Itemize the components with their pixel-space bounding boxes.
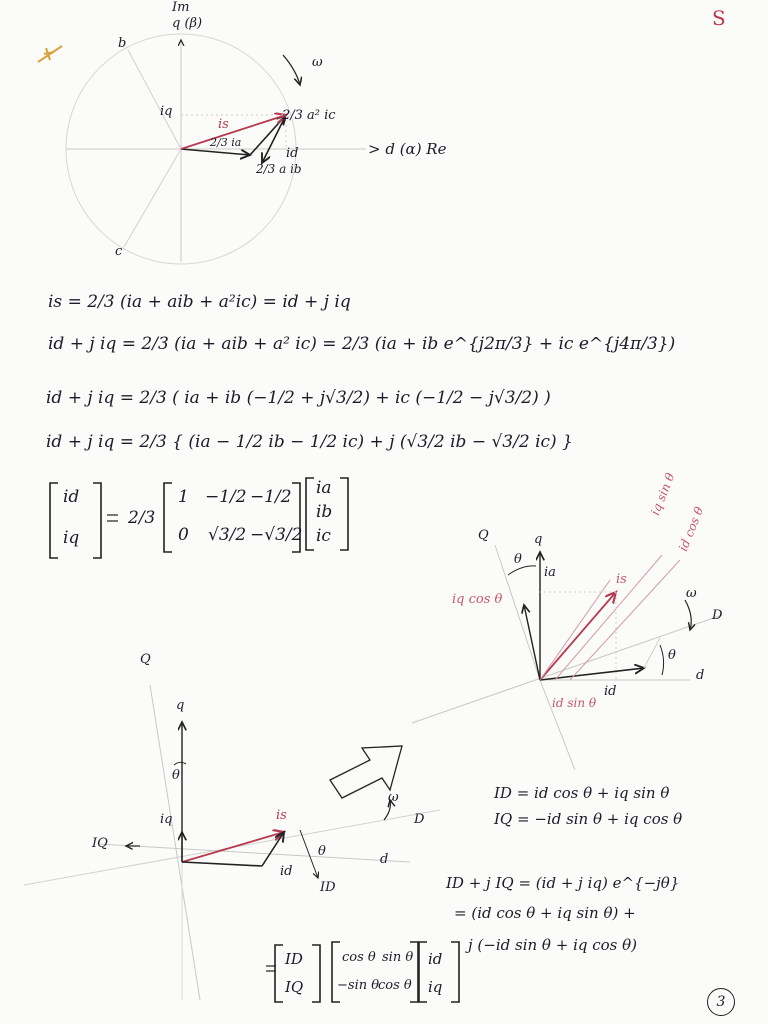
d2-omega-label: ω	[686, 586, 697, 601]
d2-d-label: d	[696, 668, 705, 683]
matrix1-lhs-id: id	[63, 487, 80, 507]
matrix1-factor: 2/3	[128, 508, 156, 528]
iq-label: iq	[160, 104, 173, 119]
id-label: id	[286, 146, 299, 161]
matrix1-r2c3: −√3/2	[250, 525, 303, 545]
transform-line-2: IQ = −id sin θ + iq cos θ	[494, 810, 683, 828]
matrix2-r2c2: cos θ	[378, 978, 412, 993]
matrix2-r1c2: sin θ	[382, 950, 414, 965]
d3-is-label: is	[276, 808, 287, 823]
d2-iq-cos-label: iq cos θ	[452, 592, 503, 607]
matrix1-brackets	[50, 478, 348, 558]
d3-iq-label: iq	[160, 812, 173, 827]
matrix1-r1c2: −1/2	[205, 487, 247, 507]
d2-theta2-label: θ	[668, 648, 676, 663]
matrix1-r2c2: √3/2	[208, 525, 247, 545]
matrix1-r1c3: −1/2	[250, 487, 292, 507]
d3-IQ-label: IQ	[92, 836, 108, 851]
d2-id-cos-label: id cos θ	[676, 504, 707, 554]
transform-line-4: = (id cos θ + iq sin θ) +	[454, 904, 636, 922]
matrix2-lhs-IQ: IQ	[285, 978, 304, 996]
d2-Q-label: Q	[478, 528, 489, 543]
ia-label: 2/3 ia	[210, 136, 242, 149]
a2ic-label: 2/3 a² ic	[282, 108, 336, 123]
d2-D-label: D	[712, 608, 723, 623]
axis-d-label: > d (α) Re	[368, 140, 447, 158]
aib-label: 2/3 a ib	[256, 162, 302, 176]
axis-im-label: Im	[172, 0, 190, 15]
d3-ID-label: ID	[320, 880, 336, 895]
d3-D-label: D	[414, 812, 425, 827]
transform-line-1: ID = id cos θ + iq sin θ	[494, 784, 670, 802]
transform-line-3: ID + j IQ = (id + j iq) e^{−jθ}	[446, 874, 680, 892]
d2-iq-sin-label: iq sin θ	[648, 471, 678, 518]
is-label: is	[218, 117, 229, 132]
d3-q-label: q	[176, 698, 185, 713]
matrix1-rhs-ia: ia	[316, 478, 332, 498]
equation-4: id + j iq = 2/3 { (ia − 1/2 ib − 1/2 ic) + j (√3/2 ib − √3/2 ic) }	[46, 432, 573, 452]
equation-1: is = 2/3 (ia + aib + a²ic) = id + j iq	[48, 292, 351, 312]
axis-b-label: b	[118, 36, 127, 51]
ink-doodle	[38, 46, 62, 62]
omega-label: ω	[312, 55, 323, 70]
axis-c-label: c	[115, 244, 123, 259]
d3-omega-label: ω	[388, 790, 399, 805]
diagram3-graphics	[24, 685, 443, 1000]
equation-2: id + j iq = 2/3 (ia + aib + a² ic) = 2/3 (ia + ib e^{j2π/3} + ic e^{j4π/3})	[48, 334, 676, 354]
equation-3: id + j iq = 2/3 ( ia + ib (−1/2 + j√3/2) + ic (−1/2 − j√3/2) )	[46, 388, 551, 408]
d3-id-label: id	[280, 864, 293, 879]
page-number: 3	[707, 988, 735, 1016]
matrix1-r1c1: 1	[178, 487, 189, 507]
matrix1-r2c1: 0	[178, 525, 189, 545]
d2-ia-label: ia	[544, 565, 556, 580]
transform-line-5: j (−id sin θ + iq cos θ)	[468, 936, 638, 954]
matrix1-rhs-ib: ib	[316, 502, 333, 522]
matrix2-lhs-ID: ID	[285, 950, 303, 968]
matrix1-lhs-iq: iq	[63, 528, 80, 548]
d2-is-label: is	[616, 572, 627, 587]
d2-q-label: q	[534, 532, 543, 547]
d3-Q-label: Q	[140, 652, 151, 667]
d2-id-sin-label: id sin θ	[552, 696, 597, 710]
d3-theta-label: θ	[172, 768, 180, 783]
corner-mark: S	[712, 6, 726, 30]
d3-theta2-label: θ	[318, 844, 326, 859]
matrix2-r1c1: cos θ	[342, 950, 376, 965]
d3-d-label: d	[380, 852, 389, 867]
d2-id-label: id	[604, 684, 617, 699]
matrix2-r2c1: −sin θ	[337, 978, 380, 993]
matrix2-rhs-iq: iq	[428, 978, 443, 996]
axis-q-label: q (β)	[172, 16, 203, 31]
d2-theta-label: θ	[514, 552, 522, 567]
matrix1-rhs-ic: ic	[316, 526, 331, 546]
matrix2-rhs-id: id	[428, 950, 443, 968]
